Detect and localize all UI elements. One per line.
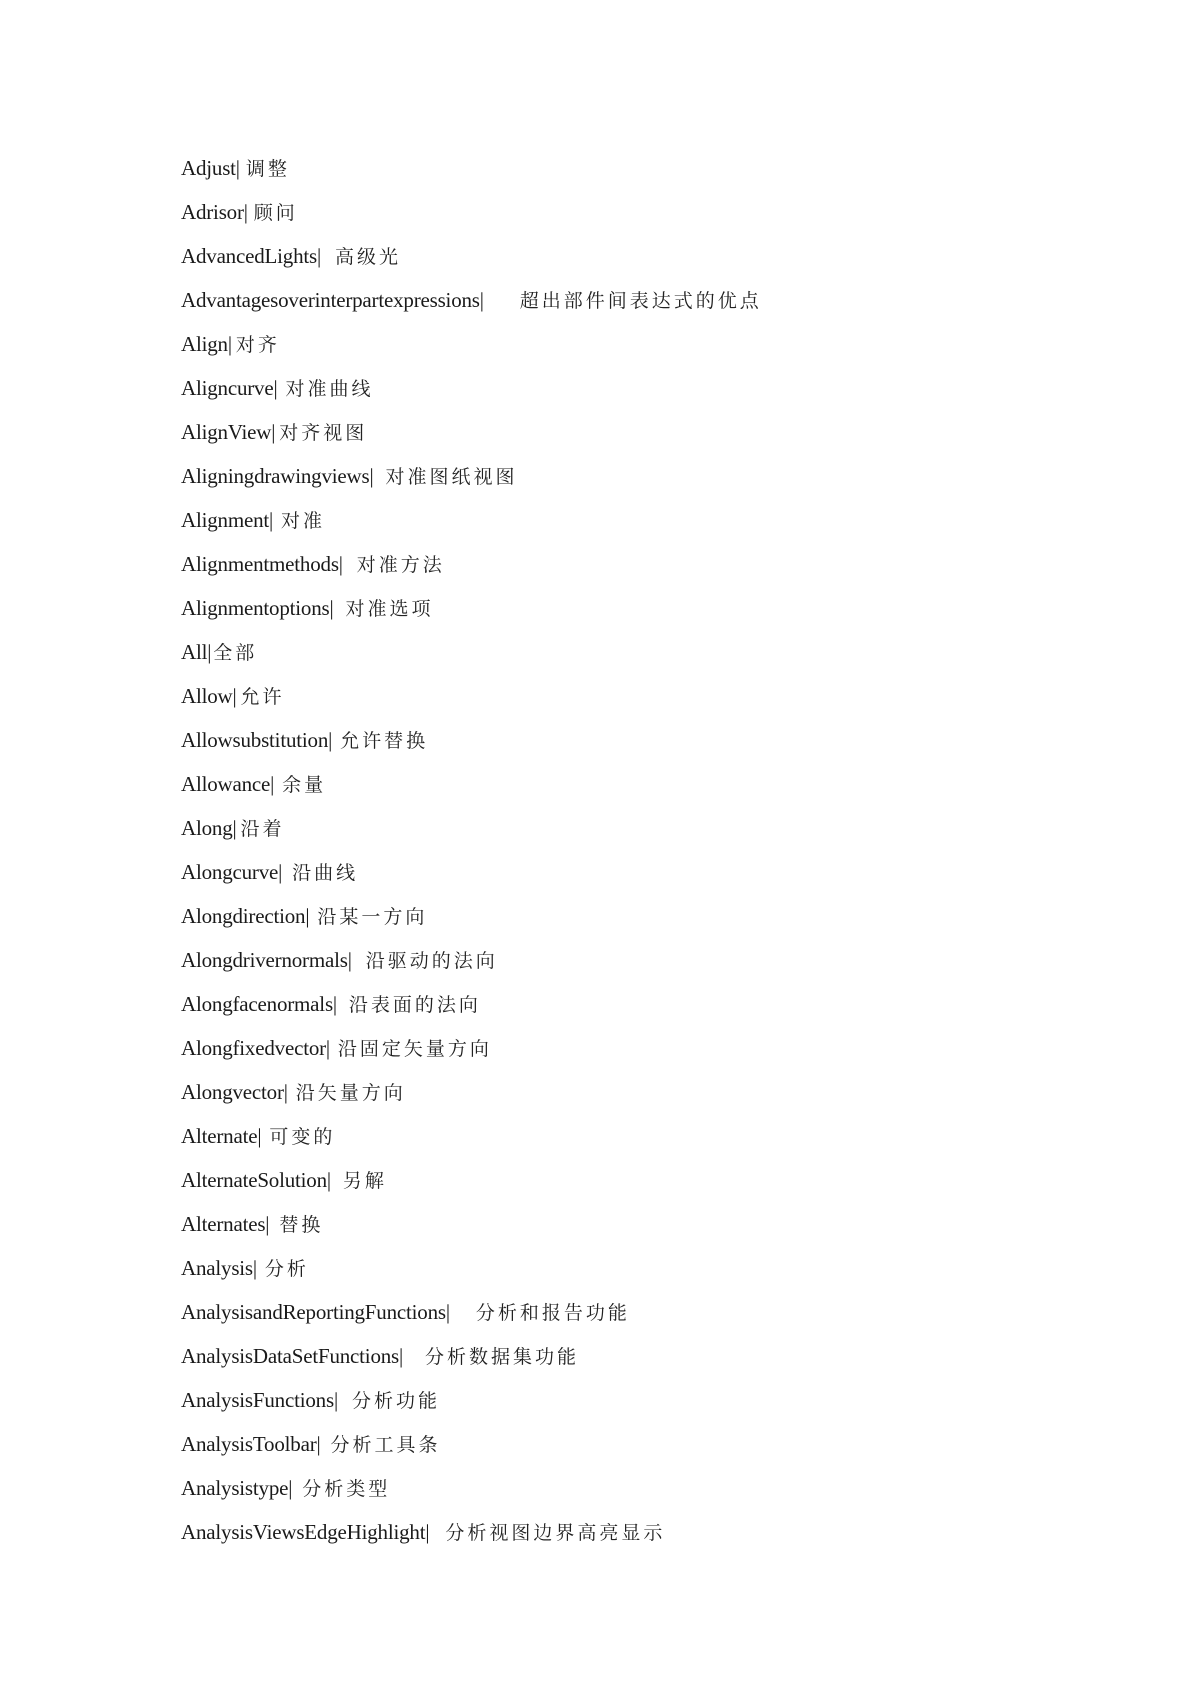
glossary-entry (181, 372, 762, 416)
glossary-entry (181, 328, 762, 372)
glossary-list (181, 152, 762, 1560)
entry-term: AlternateSolution| (181, 1168, 331, 1192)
entry-term: Alongdrivernormals| (181, 948, 352, 972)
entry-term: Alongfixedvector| (181, 1036, 330, 1060)
entry-term: Adjust| (181, 156, 240, 180)
entry-term: Advantagesoverinterpartexpressions| (181, 288, 484, 312)
entry-translation: 分析功能 (351, 1390, 440, 1412)
glossary-entry (181, 768, 762, 812)
entry-term: Alongdirection| (181, 904, 310, 928)
glossary-entry (181, 1296, 762, 1340)
glossary-entry (181, 1384, 762, 1428)
glossary-entry (181, 152, 762, 196)
entry-translation: 沿驱动的法向 (365, 950, 498, 972)
entry-translation: 沿表面的法向 (348, 994, 481, 1016)
glossary-entry (181, 196, 762, 240)
glossary-entry (181, 724, 762, 768)
entry-translation: 超出部件间表达式的优点 (519, 290, 762, 312)
glossary-entry (181, 988, 762, 1032)
entry-translation: 对准 (281, 510, 326, 532)
entry-translation: 分析数据集功能 (425, 1346, 580, 1368)
glossary-entry (181, 284, 762, 328)
entry-term: Alongvector| (181, 1080, 288, 1104)
entry-term: Along| (181, 816, 237, 840)
entry-term: Aligncurve| (181, 376, 278, 400)
entry-translation: 对准方法 (356, 554, 445, 576)
entry-translation: 替换 (279, 1214, 324, 1236)
glossary-entry (181, 548, 762, 592)
entry-translation: 沿某一方向 (317, 906, 428, 928)
entry-translation: 对准选项 (345, 598, 434, 620)
entry-translation: 分析 (264, 1258, 309, 1280)
entry-term: Alignmentoptions| (181, 596, 334, 620)
entry-translation: 对齐 (235, 334, 280, 356)
glossary-entry (181, 812, 762, 856)
entry-term: Align| (181, 332, 232, 356)
entry-translation: 调整 (245, 158, 290, 180)
entry-term: AnalysisDataSetFunctions| (181, 1344, 404, 1368)
glossary-entry (181, 1032, 762, 1076)
entry-term: Allowsubstitution| (181, 728, 333, 752)
glossary-entry (181, 1164, 762, 1208)
entry-term: Alignment| (181, 508, 274, 532)
entry-translation: 沿矢量方向 (295, 1082, 406, 1104)
glossary-entry (181, 680, 762, 724)
entry-term: Allow| (181, 684, 237, 708)
glossary-entry (181, 856, 762, 900)
glossary-entry (181, 1516, 762, 1560)
glossary-entry (181, 1076, 762, 1120)
entry-term: AnalysisViewsEdgeHighlight| (181, 1520, 430, 1544)
glossary-entry (181, 1252, 762, 1296)
glossary-entry (181, 900, 762, 944)
entry-term: Allowance| (181, 772, 275, 796)
glossary-entry (181, 1472, 762, 1516)
glossary-entry (181, 1208, 762, 1252)
entry-translation: 顾问 (253, 202, 298, 224)
entry-translation: 允许 (240, 686, 285, 708)
entry-translation: 分析工具条 (330, 1434, 441, 1456)
glossary-entry (181, 592, 762, 636)
entry-term: Alongfacenormals| (181, 992, 337, 1016)
entry-translation: 允许替换 (340, 730, 429, 752)
entry-term: Analysis| (181, 1256, 257, 1280)
entry-term: Alternates| (181, 1212, 270, 1236)
entry-term: AnalysisandReportingFunctions| (181, 1300, 450, 1324)
glossary-entry (181, 944, 762, 988)
glossary-entry (181, 460, 762, 504)
glossary-entry (181, 1428, 762, 1472)
glossary-entry (181, 504, 762, 548)
entry-translation: 高级光 (335, 246, 402, 268)
entry-translation: 沿固定矢量方向 (337, 1038, 492, 1060)
glossary-entry (181, 636, 762, 680)
entry-translation: 分析视图边界高亮显示 (445, 1522, 666, 1544)
entry-term: All| (181, 640, 212, 664)
entry-term: AdvancedLights| (181, 244, 322, 268)
glossary-entry (181, 1340, 762, 1384)
glossary-entry (181, 416, 762, 460)
entry-translation: 对准曲线 (285, 378, 374, 400)
entry-term: AnalysisFunctions| (181, 1388, 338, 1412)
entry-translation: 分析和报告功能 (475, 1302, 630, 1324)
entry-term: AlignView| (181, 420, 276, 444)
glossary-entry (181, 240, 762, 284)
entry-translation: 对准图纸视图 (385, 466, 518, 488)
entry-translation: 沿曲线 (292, 862, 359, 884)
entry-translation: 对齐视图 (279, 422, 368, 444)
entry-translation: 分析类型 (302, 1478, 391, 1500)
entry-translation: 可变的 (269, 1126, 336, 1148)
entry-term: Aligningdrawingviews| (181, 464, 374, 488)
entry-term: Analysistype| (181, 1476, 293, 1500)
entry-term: AnalysisToolbar| (181, 1432, 321, 1456)
entry-term: Alternate| (181, 1124, 262, 1148)
glossary-entry (181, 1120, 762, 1164)
entry-translation: 全部 (213, 642, 258, 664)
entry-term: Adrisor| (181, 200, 248, 224)
entry-term: Alongcurve| (181, 860, 283, 884)
entry-translation: 另解 (342, 1170, 387, 1192)
entry-translation: 余量 (282, 774, 327, 796)
entry-translation: 沿着 (240, 818, 285, 840)
entry-term: Alignmentmethods| (181, 552, 343, 576)
